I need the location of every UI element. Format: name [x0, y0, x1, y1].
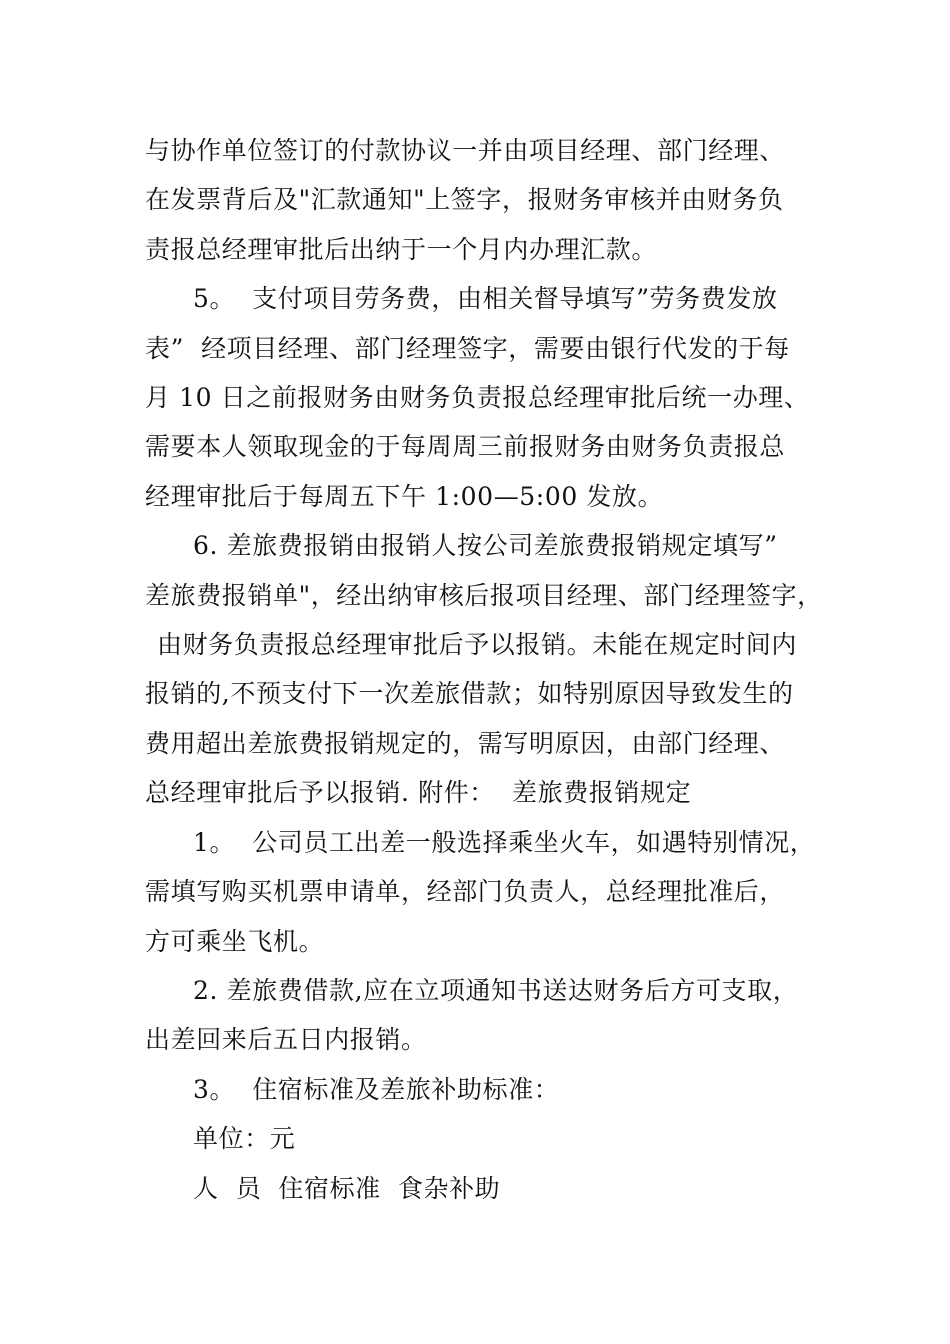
text-line: 人 员 住宿标准 食杂补助 [193, 1173, 501, 1203]
document-body [145, 126, 825, 1213]
text-line: 方可乘坐飞机。 [145, 926, 325, 956]
text-line: 2. 差旅费借款,应在立项通知书送达财务后方可支取， [193, 975, 799, 1005]
text-line: 经理审批后于每周五下午 1:00—5:00 发放。 [145, 481, 664, 511]
text-line: 报销的,不预支付下一次差旅借款；如特别原因导致发生的 [145, 679, 794, 709]
text-line: 总经理审批后予以报销. 附件： 差旅费报销规定 [145, 778, 692, 808]
text-line: 在发票背后及"汇款通知"上签字，报财务审核并由财务负 [145, 185, 784, 215]
text-line: 单位：元 [193, 1124, 296, 1154]
text-line: 5。 支付项目劳务费，由相关督导填写”劳务费发放 [193, 284, 778, 314]
text-line: 6. 差旅费报销由报销人按公司差旅费报销规定填写” [193, 531, 778, 561]
text-line: 3。 住宿标准及差旅补助标准： [193, 1074, 560, 1104]
text-line: 出差回来后五日内报销。 [145, 1025, 427, 1055]
text-line: 月 10 日之前报财务由财务负责报总经理审批后统一办理、 [145, 383, 810, 413]
text-line: 与协作单位签订的付款协议一并由项目经理、部门经理、 [145, 136, 786, 165]
text-line: 1。 公司员工出差一般选择乘坐火车，如遇特别情况， [193, 827, 816, 857]
text-line: 表” 经项目经理、部门经理签字，需要由银行代发的于每 [145, 333, 790, 363]
text-line: 需填写购买机票申请单，经部门负责人，总经理批准后， [145, 877, 786, 907]
text-line: 费用超出差旅费报销规定的，需写明原因，由部门经理、 [145, 728, 786, 758]
text-line: 由财务负责报总经理审批后予以报销。未能在规定时间内 [157, 630, 798, 660]
text-line: 责报总经理审批后出纳于一个月内办理汇款。 [145, 234, 658, 264]
text-line: 差旅费报销单"，经出纳审核后报项目经理、部门经理签字， [145, 580, 823, 610]
text-line: 需要本人领取现金的于每周周三前报财务由财务负责报总 [145, 432, 786, 462]
